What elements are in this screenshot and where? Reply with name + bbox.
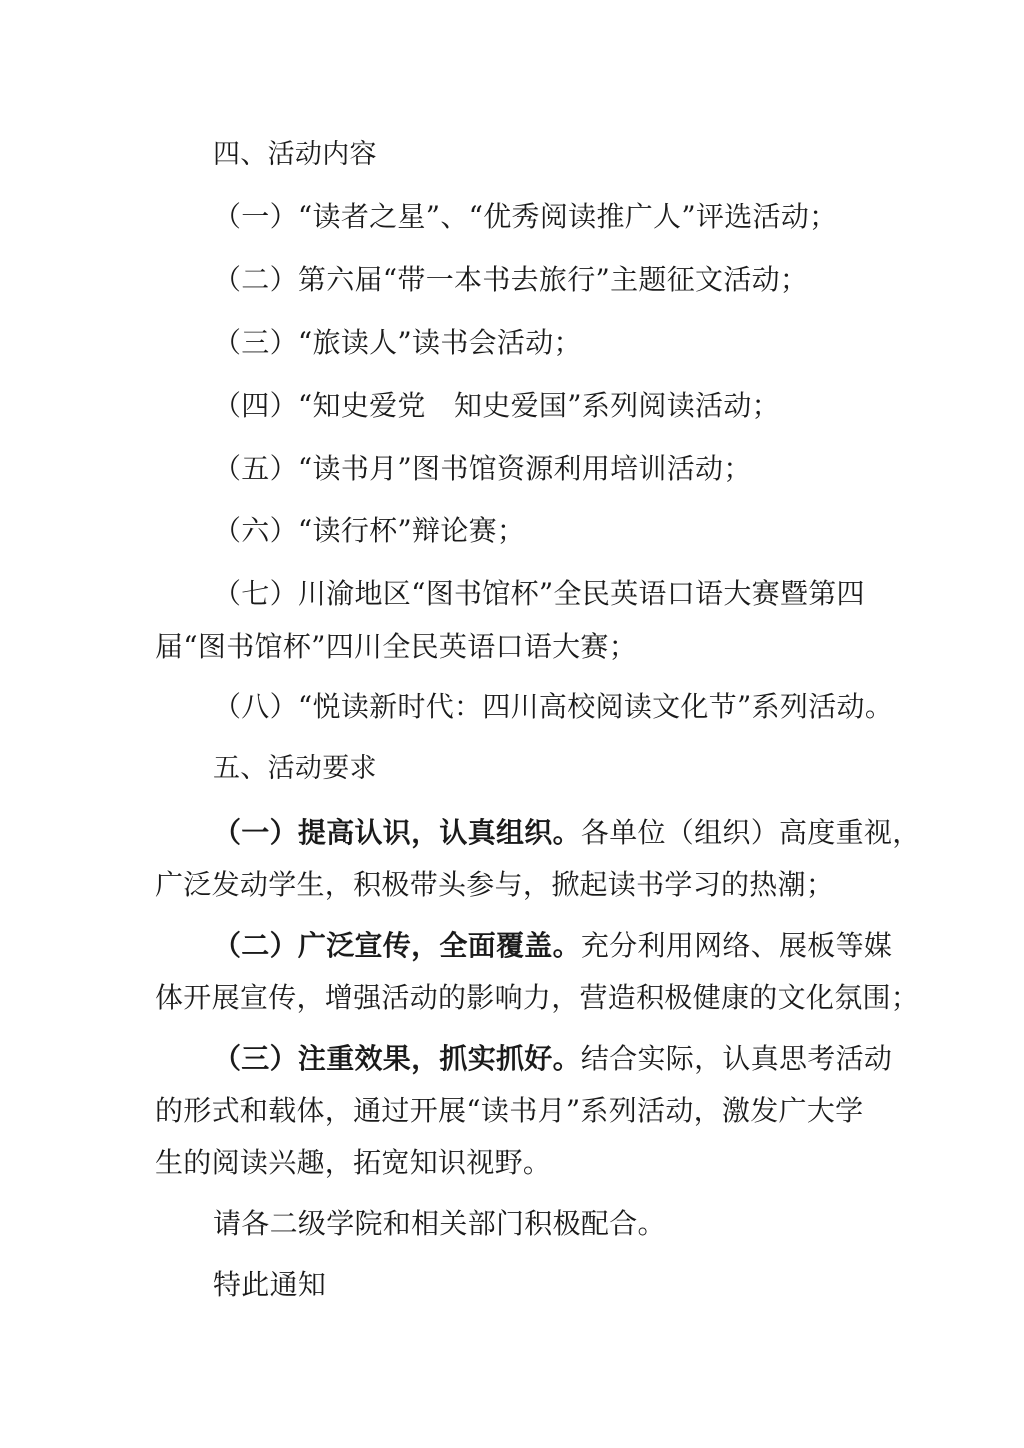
requirement-3-title: （三）注重效果，抓实抓好。 [213,1042,581,1075]
section4-item-4: （四）“知史爱党 知史爱国”系列阅读活动； [213,389,780,422]
requirement-3-line-1 [213,1042,933,1076]
section4-item-3: （三）“旅读人”读书会活动； [213,326,582,359]
closing-notice: 特此通知 [213,1268,327,1301]
section4-item-5: （五）“读书月”图书馆资源利用培训活动； [213,452,752,485]
requirement-1-line-2: 广泛发动学生，积极带头参与，掀起读书学习的热潮； [155,868,835,901]
section4-item-6: （六）“读行杯”辩论赛； [213,514,526,547]
requirement-3-line-2: 的形式和载体，通过开展“读书月”系列活动，激发广大学 [155,1094,864,1127]
section4-item-8: （八）“悦读新时代：四川高校阅读文化节”系列活动。 [213,690,894,723]
section4-heading: 四、活动内容 [213,139,377,170]
requirement-2-line-2: 体开展宣传，增强活动的影响力，营造积极健康的文化氛围； [155,981,920,1014]
section5-heading: 五、活动要求 [213,753,377,784]
requirement-2-text: 充分利用网络、展板等媒 [580,929,893,962]
closing-request: 请各二级学院和相关部门积极配合。 [213,1207,666,1240]
requirement-3-text: 结合实际，认真思考活动 [580,1042,893,1075]
section4-item-7-continued: 届“图书馆杯”四川全民英语口语大赛； [155,630,638,663]
requirement-3-line-3: 生的阅读兴趣，拓宽知识视野。 [155,1146,552,1179]
section4-item-1: （一）“读者之星”、“优秀阅读推广人”评选活动； [213,200,838,233]
section4-item-2: （二）第六届“带一本书去旅行”主题征文活动； [213,263,809,296]
requirement-2-line-1 [213,929,933,963]
requirement-1-line-1 [213,816,933,850]
requirement-1-text: 各单位（组织）高度重视， [580,816,921,849]
requirement-1-title: （一）提高认识，认真组织。 [213,816,581,849]
section4-item-7: （七）川渝地区“图书馆杯”全民英语口语大赛暨第四 [213,577,865,610]
requirement-2-title: （二）广泛宣传，全面覆盖。 [213,929,581,962]
